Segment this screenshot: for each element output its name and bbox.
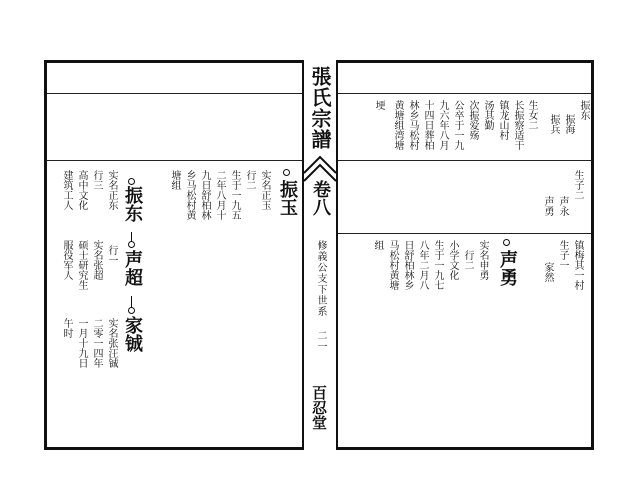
spine-volume: 卷八: [310, 180, 331, 216]
detail-line: 硕士研究生: [76, 240, 87, 290]
detail-line: 实名张超: [91, 240, 102, 280]
lineage-name-3: 家铖: [122, 316, 143, 352]
entry-line: 长振察适干: [512, 100, 523, 150]
entry-line: 埂: [373, 100, 384, 110]
person-marker: [283, 169, 290, 176]
person-marker: [128, 307, 135, 314]
entry-line: 生女二: [526, 100, 537, 130]
entry-line: 十四日葬柏: [422, 100, 433, 150]
person-line: 二年八月十: [214, 170, 225, 220]
spine-section: 修義公支下世系: [315, 240, 326, 317]
entry-line: 振东: [578, 100, 589, 120]
entry-line: 公卒于一九: [452, 100, 463, 150]
entry-line: 振海: [563, 114, 574, 134]
entry-line: 九六年八月: [437, 100, 448, 150]
person-line: 马松村黄塘: [387, 240, 398, 290]
person-marker: [128, 241, 135, 248]
detail-line: 服役军人: [61, 240, 72, 280]
person-line: 乡马松村黄: [184, 170, 195, 220]
person-line: 行二: [244, 170, 255, 190]
person-line: 组: [372, 240, 383, 250]
detail-line: 高中文化: [76, 170, 87, 210]
spine-title: 張氏宗譜: [308, 66, 332, 150]
divider-right-mid: [338, 233, 591, 234]
entry-line: 振兵: [548, 114, 559, 134]
lineage-name-2: 声超: [122, 250, 143, 286]
children-lower-count: 生子一: [557, 240, 568, 270]
person-line: 生于一九七: [432, 240, 443, 290]
spine-page-number: 二一: [315, 330, 326, 352]
person-line: 日舒柏林乡: [402, 240, 413, 290]
lineage-name-1: 振东: [122, 186, 143, 222]
header-rule-right: [338, 160, 591, 161]
person-line: 八年二月八: [417, 240, 428, 290]
person-line: 行二: [462, 250, 473, 270]
detail-line: 实名正东: [106, 170, 117, 210]
header-rule-top-right: [338, 93, 591, 94]
person-line: 小学文化: [447, 240, 458, 280]
person-line: 塘组: [169, 170, 180, 190]
header-rule-top-left: [47, 93, 302, 94]
detail-line: 行一: [106, 245, 117, 265]
detail-line: 建筑工人: [61, 170, 72, 210]
person-marker: [503, 239, 510, 246]
child-name: 声勇: [542, 196, 553, 216]
entry-line: 汤其勤: [482, 100, 493, 130]
header-rule-left: [47, 160, 302, 161]
detail-line: 午时: [61, 318, 72, 338]
child-name: 声永: [557, 196, 568, 216]
person-marker: [128, 178, 135, 185]
entry-line: 林乡马松村: [407, 100, 418, 150]
person-name: 振玉: [277, 180, 298, 216]
child-name: 家然: [542, 262, 553, 282]
person-name: 声勇: [497, 250, 518, 286]
detail-line: 实名张汪铖: [106, 318, 117, 368]
child-location: 镇梅其一村: [572, 240, 583, 290]
children-upper-count: 生子二: [572, 170, 583, 200]
person-line: 九日舒柏林: [199, 170, 210, 220]
spine-hall: 百忍堂: [310, 385, 328, 430]
detail-line: 一月十九日: [76, 318, 87, 368]
entry-line: 黄塘组湾塘: [392, 100, 403, 150]
detail-line: 二零一四年: [91, 318, 102, 368]
entry-line: 镇龙山村: [497, 100, 508, 140]
detail-line: 行三: [91, 170, 102, 190]
person-line: 生于一九五: [229, 170, 240, 220]
entry-line: 次振爱殇: [467, 100, 478, 140]
person-line: 实名正玉: [259, 170, 270, 210]
person-line: 实名申勇: [477, 240, 488, 280]
